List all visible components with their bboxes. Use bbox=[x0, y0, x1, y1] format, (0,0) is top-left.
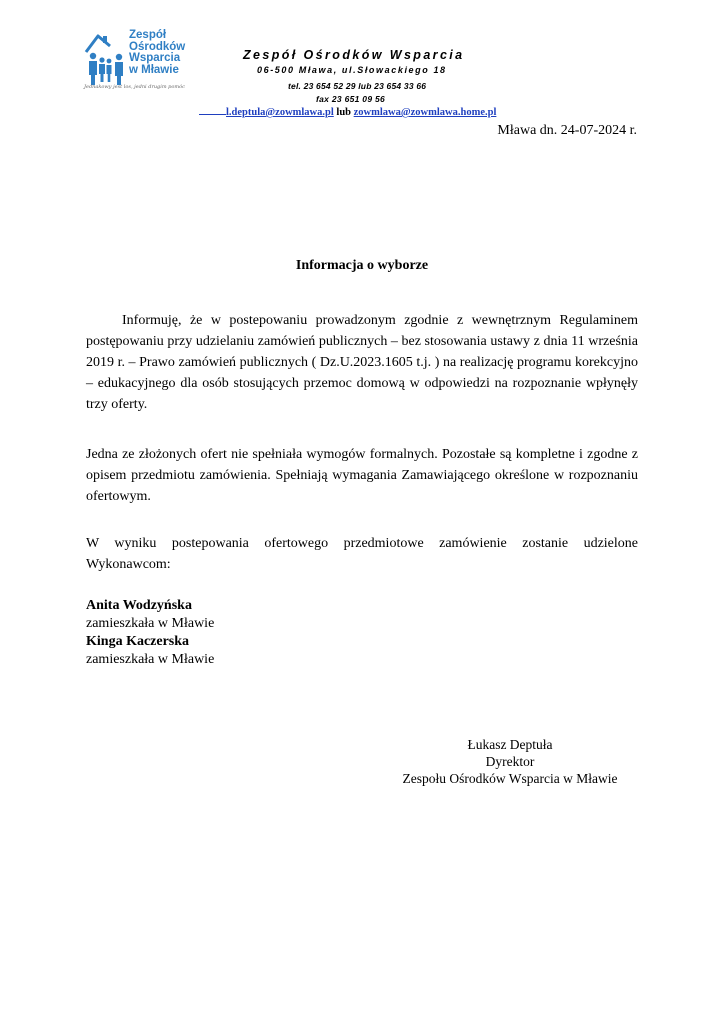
signatory-name: Łukasz Deptuła bbox=[467, 737, 553, 752]
document-date: Mława dn. 24-07-2024 r. bbox=[497, 123, 637, 138]
winner-name: Kinga Kaczerska bbox=[86, 634, 190, 649]
letterhead-address: 06-500 Mława, ul.Słowackiego 18 bbox=[257, 65, 447, 75]
body-paragraph-3: W wyniku postepowania ofertowego przedmiotowe zamówienie zostanie udzielone Wykonawcom: bbox=[86, 536, 638, 572]
winner-location: zamieszkała w Mławie bbox=[86, 652, 215, 667]
signature-block bbox=[380, 736, 640, 787]
email-link-director[interactable]: l.deptula@zowmlawa.pl bbox=[226, 107, 334, 118]
signatory-org: Zespołu Ośrodków Wsparcia w Mławie bbox=[402, 771, 618, 786]
logo-text-line: Ośrodków bbox=[129, 40, 186, 53]
signatory-role: Dyrektor bbox=[485, 754, 535, 769]
logo-text-line: w Mławie bbox=[129, 63, 179, 76]
email-underline-pad bbox=[199, 105, 226, 115]
logo-slogan: Jednakowy jest los, jedni drugim pomóc bbox=[84, 84, 185, 90]
letterhead-org-name: Zespół Ośrodków Wsparcia bbox=[243, 48, 465, 62]
body-paragraph-2: Jedna ze złożonych ofert nie spełniała wymogów formalnych. Pozostałe są kompletne i zgodne z opisem przedmiotu zamówienia. Spełniają wymagania Zamawiającego określone w rozpoznaniu ofertowym. bbox=[86, 447, 638, 504]
email-link-office[interactable]: zowmlawa@zowmlawa.home.pl bbox=[353, 107, 497, 118]
logo-text-line: Zespół bbox=[129, 29, 167, 41]
winners-list bbox=[86, 597, 214, 669]
winner-name: Anita Wodzyńska bbox=[86, 598, 192, 613]
body-paragraph-1: Informuję, że w postepowaniu prowadzonym zgodnie z wewnętrznym Regulaminem postępowaniu przy udzielaniu zamówień publicznych – bez stosowania ustawy z dnia 11 września 2019 r. – Prawo zamówień publicznych ( Dz.U.2023.1605 t.j. ) na realizację programu korekcyjno – edukacyjnego dla osób stosujących przemoc domową w odpowiedzi na rozpoznanie wpłynęły trzy oferty. bbox=[86, 313, 638, 412]
logo-text bbox=[129, 30, 199, 76]
document-title: Informacja o wyborze bbox=[295, 258, 429, 273]
letterhead-phone: tel. 23 654 52 29 lub 23 654 33 66 bbox=[288, 81, 427, 91]
email-separator: lub bbox=[333, 107, 354, 118]
logo-text-line: Wsparcia bbox=[129, 52, 181, 64]
winner-location: zamieszkała w Mławie bbox=[86, 616, 215, 631]
letterhead-fax: fax 23 651 09 56 bbox=[316, 94, 386, 104]
letterhead-emails bbox=[199, 105, 496, 118]
